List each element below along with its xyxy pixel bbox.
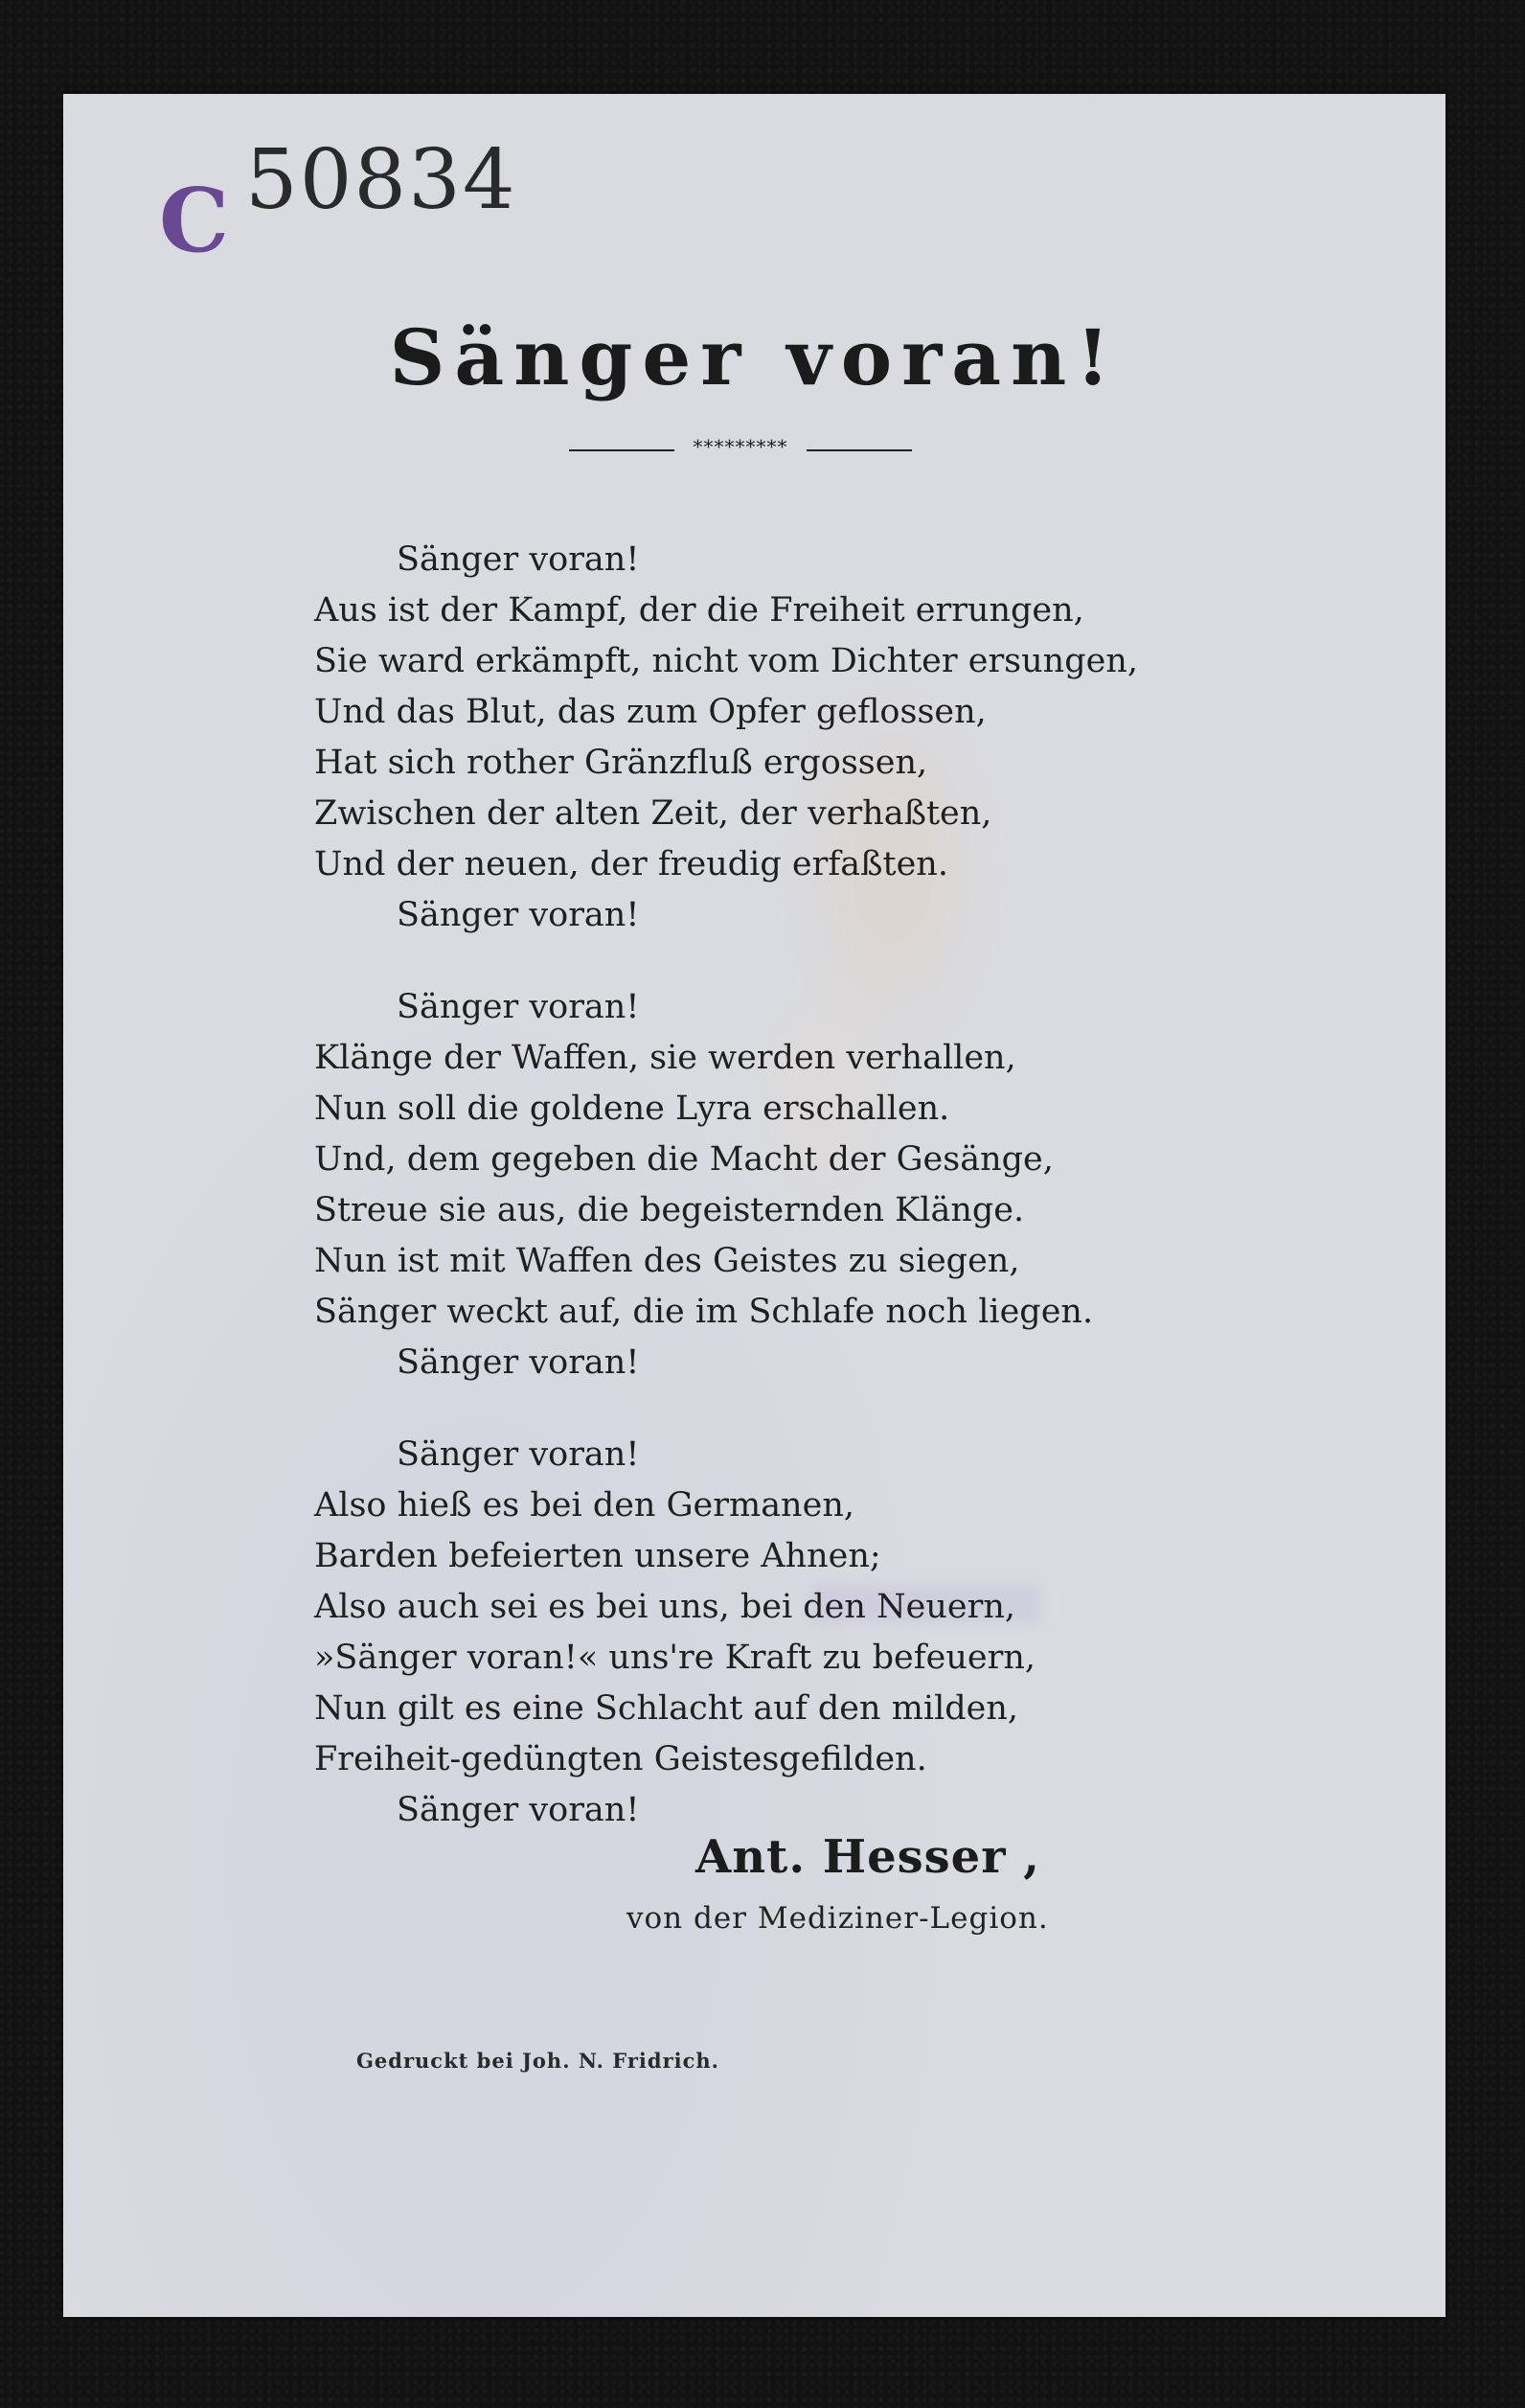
author-affiliation: von der Mediziner-Legion. — [626, 1901, 1049, 1936]
poem-line: Zwischen der alten Zeit, der verhaßten, — [314, 794, 992, 833]
stanza-3 — [314, 1430, 1234, 1836]
poem-refrain: Sänger voran! — [397, 540, 640, 579]
poem-refrain: Sänger voran! — [397, 1791, 640, 1829]
poem-refrain: Sänger voran! — [397, 1343, 640, 1382]
page-title: Sänger voran! — [389, 312, 1120, 402]
poem-line: Aus ist der Kampf, der die Freiheit errungen, — [314, 591, 1084, 630]
title-divider — [569, 435, 912, 458]
poem-refrain: Sänger voran! — [397, 896, 640, 934]
poem-line: Sänger weckt auf, die im Schlafe noch liegen. — [314, 1293, 1094, 1331]
poem-line: Nun gilt es eine Schlacht auf den milden, — [314, 1689, 1019, 1728]
author-name: Ant. Hesser , — [695, 1830, 1040, 1884]
poem-line: Also hieß es bei den Germanen, — [314, 1486, 854, 1525]
poem — [314, 535, 1234, 1877]
poem-line: Nun soll die goldene Lyra erschallen. — [314, 1089, 950, 1128]
poem-refrain: Sänger voran! — [397, 988, 640, 1026]
poem-line: Klänge der Waffen, sie werden verhallen, — [314, 1039, 1016, 1077]
poem-line: Streue sie aus, die begeisternden Klänge. — [314, 1191, 1025, 1229]
poem-line: Sie ward erkämpft, nicht vom Dichter ersungen, — [314, 642, 1139, 680]
divider-line-left — [569, 449, 674, 451]
poem-line: »Sänger voran!« uns're Kraft zu befeuern, — [314, 1639, 1036, 1677]
divider-line-right — [807, 449, 912, 451]
poem-line: Hat sich rother Gränzfluß ergossen, — [314, 744, 928, 782]
poem-refrain: Sänger voran! — [397, 1435, 640, 1474]
divider-stars: ********* — [693, 435, 788, 458]
poem-line: Nun ist mit Waffen des Geistes zu siegen, — [314, 1242, 1020, 1280]
poem-line: Also auch sei es bei uns, bei den Neuern, — [314, 1588, 1016, 1626]
poem-line: Und der neuen, der freudig erfaßten. — [314, 845, 948, 883]
archive-stamp-letter: C — [159, 169, 230, 272]
document-sheet — [63, 94, 1445, 2317]
poem-line: Und das Blut, das zum Opfer geflossen, — [314, 693, 987, 731]
poem-line: Freiheit-gedüngten Geistesgefilden. — [314, 1740, 927, 1778]
printer-imprint: Gedruckt bei Joh. N. Fridrich. — [356, 2049, 719, 2073]
stanza-1 — [314, 535, 1234, 941]
catalog-number: 50834 — [245, 132, 517, 228]
poem-line: Barden befeierten unsere Ahnen; — [314, 1537, 881, 1575]
poem-line: Und, dem gegeben die Macht der Gesänge, — [314, 1140, 1054, 1179]
stanza-2 — [314, 982, 1234, 1388]
